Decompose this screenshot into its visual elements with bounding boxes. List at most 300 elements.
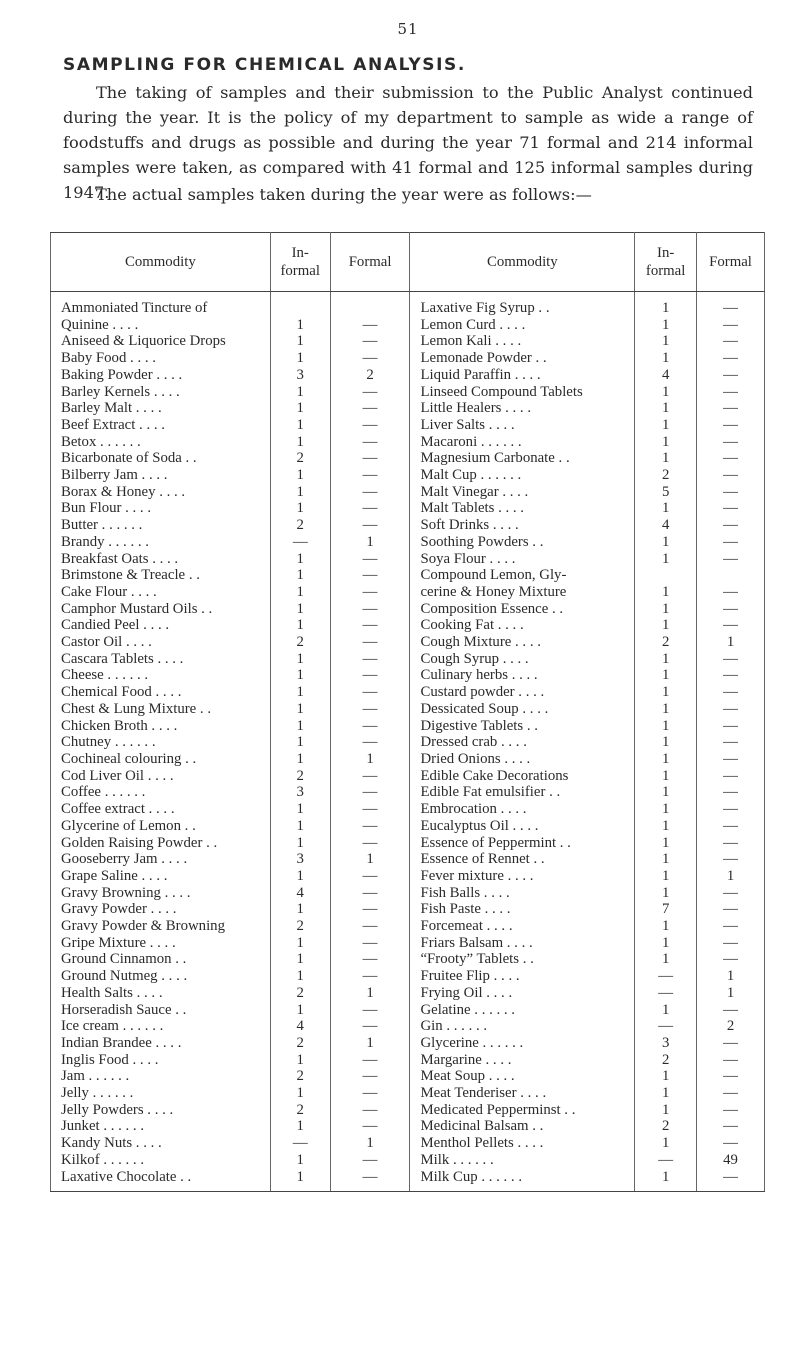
cell-formal-right: —	[697, 400, 765, 417]
cell-formal-left: 1	[330, 985, 410, 1002]
cell-commodity-left: Gripe Mixture . . . .	[51, 935, 271, 952]
cell-commodity-left: Jelly Powders . . . .	[51, 1102, 271, 1119]
cell-formal-left: 1	[330, 751, 410, 768]
cell-commodity-right: Fever mixture . . . .	[410, 868, 635, 885]
cell-informal-left: 1	[270, 751, 330, 768]
cell-formal-right: 1	[697, 634, 765, 651]
cell-formal-right: —	[697, 534, 765, 551]
cell-informal-left: 1	[270, 818, 330, 835]
cell-formal-left: —	[330, 1085, 410, 1102]
cell-commodity-left: Junket . . . . . .	[51, 1118, 271, 1135]
cell-informal-right: 1	[635, 584, 697, 601]
cell-commodity-left: Cochineal colouring . .	[51, 751, 271, 768]
table-row	[51, 584, 765, 601]
cell-commodity-left: Cascara Tablets . . . .	[51, 651, 271, 668]
cell-formal-left: 1	[330, 1135, 410, 1152]
cell-informal-left: 2	[270, 1068, 330, 1085]
cell-commodity-left: Bilberry Jam . . . .	[51, 467, 271, 484]
cell-commodity-left: Ground Nutmeg . . . .	[51, 968, 271, 985]
cell-informal-left: 1	[270, 551, 330, 568]
cell-formal-right: 1	[697, 985, 765, 1002]
cell-informal-right: 1	[635, 1068, 697, 1085]
cell-formal-left: —	[330, 1002, 410, 1019]
cell-informal-left: 4	[270, 885, 330, 902]
cell-commodity-right: Meat Soup . . . .	[410, 1068, 635, 1085]
cell-informal-left: 1	[270, 400, 330, 417]
table-row	[51, 434, 765, 451]
cell-commodity-left: Cake Flour . . . .	[51, 584, 271, 601]
table-row	[51, 500, 765, 517]
cell-informal-left: 1	[270, 701, 330, 718]
header-informal-left: In- formal	[270, 233, 330, 292]
cell-commodity-left: Aniseed & Liquorice Drops	[51, 333, 271, 350]
cell-formal-right: —	[697, 734, 765, 751]
cell-formal-right: —	[697, 367, 765, 384]
cell-formal-right: —	[697, 935, 765, 952]
cell-informal-right: 1	[635, 1169, 697, 1192]
cell-commodity-left: Breakfast Oats . . . .	[51, 551, 271, 568]
cell-formal-left: —	[330, 551, 410, 568]
cell-informal-left: 1	[270, 584, 330, 601]
table-row	[51, 601, 765, 618]
cell-formal-right: —	[697, 484, 765, 501]
cell-informal-right: 1	[635, 601, 697, 618]
cell-commodity-right: Menthol Pellets . . . .	[410, 1135, 635, 1152]
table-row	[51, 384, 765, 401]
cell-formal-left: —	[330, 617, 410, 634]
table-row	[51, 333, 765, 350]
cell-informal-right: 3	[635, 1035, 697, 1052]
cell-commodity-left: Gravy Powder . . . .	[51, 901, 271, 918]
cell-commodity-left: Bun Flour . . . .	[51, 500, 271, 517]
cell-formal-right: —	[697, 1068, 765, 1085]
cell-formal-right: 1	[697, 968, 765, 985]
cell-informal-right: 1	[635, 292, 697, 317]
table-row	[51, 1152, 765, 1169]
table-row	[51, 317, 765, 334]
table-row	[51, 634, 765, 651]
cell-informal-right: 1	[635, 801, 697, 818]
cell-commodity-right: Lemon Kali . . . .	[410, 333, 635, 350]
cell-commodity-right: Eucalyptus Oil . . . .	[410, 818, 635, 835]
cell-commodity-right: Soft Drinks . . . .	[410, 517, 635, 534]
cell-informal-left: 2	[270, 634, 330, 651]
cell-informal-left: 1	[270, 667, 330, 684]
cell-formal-left: —	[330, 1118, 410, 1135]
cell-formal-left: 2	[330, 367, 410, 384]
cell-commodity-right: Cooking Fat . . . .	[410, 617, 635, 634]
table-row	[51, 1102, 765, 1119]
cell-commodity-left: Candied Peel . . . .	[51, 617, 271, 634]
cell-commodity-right: Liquid Paraffin . . . .	[410, 367, 635, 384]
cell-informal-left: 1	[270, 935, 330, 952]
cell-commodity-right: Embrocation . . . .	[410, 801, 635, 818]
cell-commodity-right: Laxative Fig Syrup . .	[410, 292, 635, 317]
cell-commodity-right: Linseed Compound Tablets	[410, 384, 635, 401]
cell-commodity-left: Chutney . . . . . .	[51, 734, 271, 751]
cell-commodity-right: Soothing Powders . .	[410, 534, 635, 551]
cell-commodity-right: Dessicated Soup . . . .	[410, 701, 635, 718]
table-row	[51, 751, 765, 768]
cell-informal-left: 1	[270, 1052, 330, 1069]
cell-informal-right: 2	[635, 634, 697, 651]
cell-informal-right: 1	[635, 667, 697, 684]
cell-informal-right: 1	[635, 1002, 697, 1019]
cell-informal-left: 1	[270, 417, 330, 434]
cell-formal-right: —	[697, 768, 765, 785]
table-row	[51, 784, 765, 801]
cell-commodity-left: Cod Liver Oil . . . .	[51, 768, 271, 785]
table-row	[51, 617, 765, 634]
cell-commodity-right: Compound Lemon, Gly-	[410, 567, 635, 584]
cell-informal-right: 1	[635, 835, 697, 852]
cell-informal-right: 1	[635, 684, 697, 701]
cell-commodity-right: Medicated Pepperminst . .	[410, 1102, 635, 1119]
cell-formal-right: 1	[697, 868, 765, 885]
table-row	[51, 901, 765, 918]
cell-formal-left: —	[330, 718, 410, 735]
cell-commodity-right: Meat Tenderiser . . . .	[410, 1085, 635, 1102]
cell-formal-right: —	[697, 1135, 765, 1152]
cell-informal-right: 1	[635, 350, 697, 367]
table-row	[51, 534, 765, 551]
cell-informal-right: —	[635, 1152, 697, 1169]
cell-formal-right: —	[697, 517, 765, 534]
table-row	[51, 1169, 765, 1192]
cell-formal-left: —	[330, 918, 410, 935]
cell-commodity-left: Chemical Food . . . .	[51, 684, 271, 701]
table-row	[51, 818, 765, 835]
cell-informal-left: 1	[270, 484, 330, 501]
cell-informal-right: 1	[635, 534, 697, 551]
cell-commodity-left: Gooseberry Jam . . . .	[51, 851, 271, 868]
cell-formal-left: —	[330, 901, 410, 918]
cell-formal-left: —	[330, 567, 410, 584]
cell-commodity-right: Gelatine . . . . . .	[410, 1002, 635, 1019]
cell-commodity-left: Castor Oil . . . .	[51, 634, 271, 651]
table-row	[51, 292, 765, 317]
cell-commodity-right: Gin . . . . . .	[410, 1018, 635, 1035]
cell-informal-left: 1	[270, 801, 330, 818]
cell-commodity-left: Jam . . . . . .	[51, 1068, 271, 1085]
cell-formal-right: —	[697, 1169, 765, 1192]
cell-commodity-right: Edible Cake Decorations	[410, 768, 635, 785]
table-row	[51, 350, 765, 367]
table-row	[51, 1002, 765, 1019]
cell-formal-right: —	[697, 601, 765, 618]
cell-formal-right: —	[697, 417, 765, 434]
cell-formal-right: —	[697, 350, 765, 367]
cell-formal-left: —	[330, 1102, 410, 1119]
table-body	[51, 292, 765, 1192]
table-row	[51, 1118, 765, 1135]
cell-informal-right: 5	[635, 484, 697, 501]
cell-commodity-left: Betox . . . . . .	[51, 434, 271, 451]
cell-informal-right: 4	[635, 517, 697, 534]
cell-informal-right: 1	[635, 1085, 697, 1102]
cell-commodity-right: Malt Vinegar . . . .	[410, 484, 635, 501]
cell-informal-left: 2	[270, 1102, 330, 1119]
cell-informal-right: 2	[635, 1052, 697, 1069]
cell-informal-left: 1	[270, 350, 330, 367]
cell-commodity-right: Little Healers . . . .	[410, 400, 635, 417]
cell-formal-left: —	[330, 651, 410, 668]
cell-commodity-right: Lemon Curd . . . .	[410, 317, 635, 334]
cell-formal-left: —	[330, 317, 410, 334]
cell-formal-left: —	[330, 1068, 410, 1085]
table-row	[51, 968, 765, 985]
cell-informal-left: —	[270, 1135, 330, 1152]
cell-formal-right: 49	[697, 1152, 765, 1169]
cell-informal-right: 1	[635, 918, 697, 935]
table-row	[51, 651, 765, 668]
cell-commodity-left: Ice cream . . . . . .	[51, 1018, 271, 1035]
cell-formal-right: —	[697, 885, 765, 902]
header-commodity-left: Commodity	[51, 233, 271, 292]
cell-formal-left: 1	[330, 851, 410, 868]
cell-formal-left: —	[330, 784, 410, 801]
cell-formal-left: —	[330, 467, 410, 484]
cell-informal-left: 1	[270, 617, 330, 634]
cell-informal-left: 1	[270, 500, 330, 517]
cell-commodity-right: “Frooty” Tablets . .	[410, 951, 635, 968]
cell-informal-right: —	[635, 985, 697, 1002]
cell-informal-right: 1	[635, 818, 697, 835]
table-row	[51, 684, 765, 701]
cell-informal-left: 1	[270, 1085, 330, 1102]
cell-informal-left: 1	[270, 684, 330, 701]
cell-commodity-right: Dressed crab . . . .	[410, 734, 635, 751]
cell-informal-right: 1	[635, 734, 697, 751]
table-row	[51, 885, 765, 902]
table-header-row	[51, 233, 765, 292]
cell-informal-left: 1	[270, 601, 330, 618]
cell-commodity-left: Baby Food . . . .	[51, 350, 271, 367]
header-formal-left: Formal	[330, 233, 410, 292]
cell-informal-right: 1	[635, 417, 697, 434]
cell-informal-right: 1	[635, 434, 697, 451]
cell-formal-left: —	[330, 517, 410, 534]
cell-commodity-left: Jelly . . . . . .	[51, 1085, 271, 1102]
table-row	[51, 935, 765, 952]
table-row	[51, 567, 765, 584]
cell-informal-right: 1	[635, 551, 697, 568]
cell-informal-right: 2	[635, 467, 697, 484]
cell-formal-right: 2	[697, 1018, 765, 1035]
cell-commodity-left: Kilkof . . . . . .	[51, 1152, 271, 1169]
cell-informal-left: 4	[270, 1018, 330, 1035]
cell-commodity-right: Fish Paste . . . .	[410, 901, 635, 918]
cell-formal-left: —	[330, 951, 410, 968]
cell-commodity-right: Culinary herbs . . . .	[410, 667, 635, 684]
cell-informal-left: 2	[270, 517, 330, 534]
page-number: 51	[397, 20, 419, 38]
cell-formal-left: —	[330, 1152, 410, 1169]
cell-formal-right: —	[697, 1118, 765, 1135]
table-row	[51, 918, 765, 935]
cell-commodity-right: cerine & Honey Mixture	[410, 584, 635, 601]
cell-commodity-left: Kandy Nuts . . . .	[51, 1135, 271, 1152]
cell-commodity-right: Digestive Tablets . .	[410, 718, 635, 735]
cell-formal-right: —	[697, 467, 765, 484]
cell-commodity-right: Malt Tablets . . . .	[410, 500, 635, 517]
cell-formal-right: —	[697, 1102, 765, 1119]
cell-commodity-right: Margarine . . . .	[410, 1052, 635, 1069]
cell-formal-right: —	[697, 1085, 765, 1102]
cell-formal-left: —	[330, 684, 410, 701]
cell-informal-right: 1	[635, 1102, 697, 1119]
cell-commodity-left: Barley Malt . . . .	[51, 400, 271, 417]
cell-informal-right: 1	[635, 751, 697, 768]
cell-commodity-right: Dried Onions . . . .	[410, 751, 635, 768]
cell-formal-left: 1	[330, 534, 410, 551]
cell-formal-right: —	[697, 851, 765, 868]
cell-informal-left: 2	[270, 918, 330, 935]
cell-formal-left: —	[330, 500, 410, 517]
table-row	[51, 951, 765, 968]
cell-commodity-right: Friars Balsam . . . .	[410, 935, 635, 952]
cell-formal-right: —	[697, 818, 765, 835]
cell-formal-left: —	[330, 400, 410, 417]
cell-formal-left: —	[330, 801, 410, 818]
cell-commodity-right: Composition Essence . .	[410, 601, 635, 618]
cell-formal-right: —	[697, 617, 765, 634]
cell-formal-right: —	[697, 684, 765, 701]
header-commodity-right: Commodity	[410, 233, 635, 292]
cell-informal-left: 1	[270, 901, 330, 918]
cell-informal-right: —	[635, 968, 697, 985]
cell-informal-left: 1	[270, 734, 330, 751]
table-row	[51, 1068, 765, 1085]
cell-informal-right: 1	[635, 400, 697, 417]
table-row	[51, 851, 765, 868]
cell-commodity-right: Cough Mixture . . . .	[410, 634, 635, 651]
cell-informal-left: —	[270, 534, 330, 551]
cell-informal-right: 4	[635, 367, 697, 384]
cell-informal-left: 1	[270, 384, 330, 401]
cell-formal-right: —	[697, 701, 765, 718]
cell-informal-right: 1	[635, 317, 697, 334]
cell-formal-right: —	[697, 801, 765, 818]
cell-commodity-left: Horseradish Sauce . .	[51, 1002, 271, 1019]
cell-commodity-left: Health Salts . . . .	[51, 985, 271, 1002]
cell-formal-left: —	[330, 1018, 410, 1035]
table-row	[51, 985, 765, 1002]
cell-commodity-right: Custard powder . . . .	[410, 684, 635, 701]
cell-informal-left: 1	[270, 1152, 330, 1169]
cell-formal-right: —	[697, 317, 765, 334]
table-row	[51, 417, 765, 434]
cell-formal-left: —	[330, 701, 410, 718]
cell-informal-right: 1	[635, 951, 697, 968]
table-row	[51, 551, 765, 568]
cell-formal-right: —	[697, 584, 765, 601]
cell-commodity-right: Magnesium Carbonate . .	[410, 450, 635, 467]
cell-formal-right: —	[697, 835, 765, 852]
cell-formal-right: —	[697, 1002, 765, 1019]
table-row	[51, 450, 765, 467]
cell-formal-right: —	[697, 450, 765, 467]
cell-commodity-right: Macaroni . . . . . .	[410, 434, 635, 451]
cell-commodity-left: Bicarbonate of Soda . .	[51, 450, 271, 467]
cell-commodity-right: Fish Balls . . . .	[410, 885, 635, 902]
cell-informal-left: 3	[270, 367, 330, 384]
cell-informal-right: 1	[635, 500, 697, 517]
cell-formal-left: —	[330, 868, 410, 885]
table-row	[51, 768, 765, 785]
cell-commodity-left: Gravy Browning . . . .	[51, 885, 271, 902]
cell-formal-right: —	[697, 951, 765, 968]
cell-informal-right: 1	[635, 851, 697, 868]
cell-formal-left: —	[330, 667, 410, 684]
cell-formal-right: —	[697, 718, 765, 735]
cell-formal-right: —	[697, 901, 765, 918]
cell-commodity-left: Beef Extract . . . .	[51, 417, 271, 434]
table-row	[51, 484, 765, 501]
cell-informal-right: 1	[635, 450, 697, 467]
table-row	[51, 734, 765, 751]
cell-commodity-right: Medicinal Balsam . .	[410, 1118, 635, 1135]
intro-paragraph: The taking of samples and their submission to the Public Analyst continued during the year. It is the policy of my department to sample as wide a range of foodstuffs and drugs as possible and during the year 71 formal and 214 informal samples were taken, as compared with 41 formal and 125 informal samples during 1947.	[63, 83, 753, 202]
cell-informal-right: —	[635, 1018, 697, 1035]
cell-commodity-right: Glycerine . . . . . .	[410, 1035, 635, 1052]
cell-informal-left: 1	[270, 1118, 330, 1135]
cell-commodity-left: Golden Raising Powder . .	[51, 835, 271, 852]
table-row	[51, 1052, 765, 1069]
cell-informal-left: 2	[270, 450, 330, 467]
cell-commodity-left: Coffee . . . . . .	[51, 784, 271, 801]
cell-formal-left: —	[330, 1052, 410, 1069]
cell-formal-right	[697, 567, 765, 584]
cell-commodity-right: Essence of Rennet . .	[410, 851, 635, 868]
cell-formal-left: —	[330, 734, 410, 751]
cell-commodity-left: Barley Kernels . . . .	[51, 384, 271, 401]
cell-informal-left: 1	[270, 317, 330, 334]
table-row	[51, 1085, 765, 1102]
cell-informal-right: 1	[635, 333, 697, 350]
cell-formal-left: —	[330, 434, 410, 451]
cell-informal-left	[270, 292, 330, 317]
table-row	[51, 667, 765, 684]
cell-formal-left: —	[330, 935, 410, 952]
cell-informal-left: 2	[270, 768, 330, 785]
table-row	[51, 701, 765, 718]
cell-commodity-right: Lemonade Powder . .	[410, 350, 635, 367]
cell-commodity-right: Liver Salts . . . .	[410, 417, 635, 434]
header-formal-right: Formal	[697, 233, 765, 292]
cell-commodity-left: Grape Saline . . . .	[51, 868, 271, 885]
cell-informal-left: 1	[270, 835, 330, 852]
cell-informal-right: 1	[635, 384, 697, 401]
cell-informal-left: 1	[270, 951, 330, 968]
cell-commodity-left: Indian Brandee . . . .	[51, 1035, 271, 1052]
cell-formal-right: —	[697, 500, 765, 517]
cell-commodity-right: Essence of Peppermint . .	[410, 835, 635, 852]
cell-commodity-left: Quinine . . . .	[51, 317, 271, 334]
cell-formal-left: —	[330, 818, 410, 835]
cell-formal-left: —	[330, 417, 410, 434]
cell-informal-left: 2	[270, 1035, 330, 1052]
cell-commodity-left: Butter . . . . . .	[51, 517, 271, 534]
cell-informal-right: 1	[635, 768, 697, 785]
cell-informal-right: 1	[635, 885, 697, 902]
cell-commodity-left: Gravy Powder & Browning	[51, 918, 271, 935]
cell-commodity-left: Chicken Broth . . . .	[51, 718, 271, 735]
cell-formal-left: —	[330, 450, 410, 467]
cell-commodity-right: Forcemeat . . . .	[410, 918, 635, 935]
cell-commodity-left: Laxative Chocolate . .	[51, 1169, 271, 1192]
cell-commodity-left: Chest & Lung Mixture . .	[51, 701, 271, 718]
